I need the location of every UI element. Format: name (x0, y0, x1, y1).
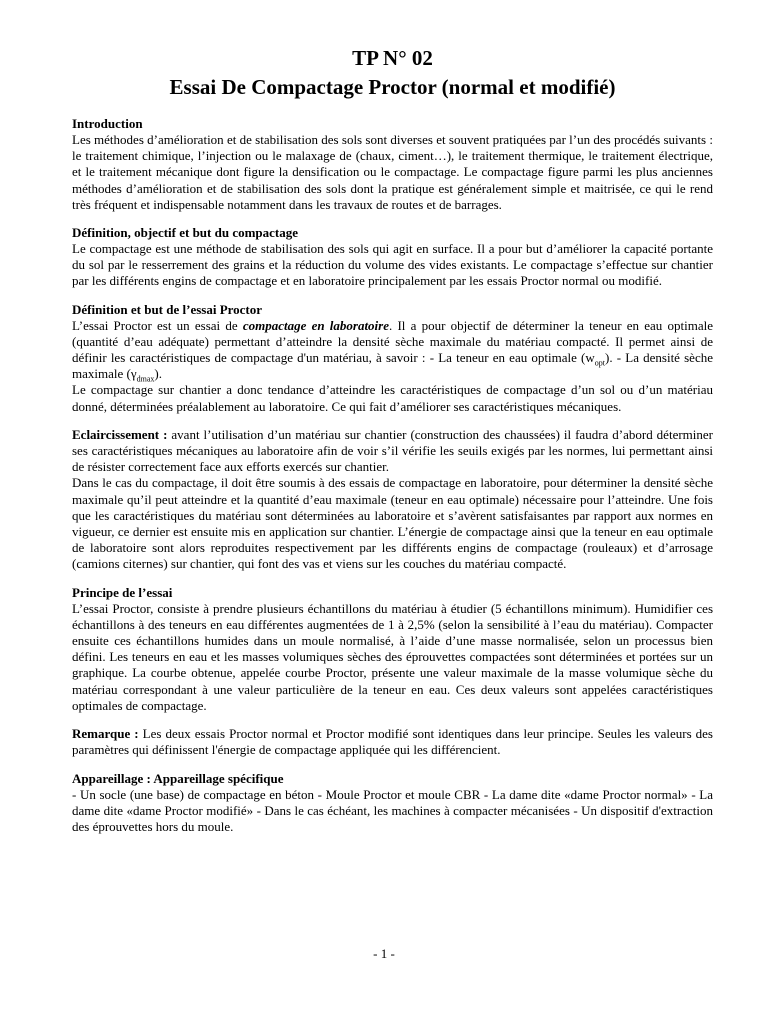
text-run: Les deux essais Proctor normal et Proctor modifié sont identiques dans leur principe. Seules les valeurs des paramètres qui définissent l'énergie de compactage appliquée qui les différencient. (72, 726, 713, 758)
section-clarification (72, 427, 713, 573)
text-run: ). (154, 366, 162, 382)
subscript-dmax: dmax (136, 374, 155, 384)
page-title: TP N° 02 (352, 46, 433, 70)
section-remark (72, 726, 713, 758)
section-paragraph: L’essai Proctor, consiste à prendre plusieurs échantillons du matériau à étudier (5 échantillons minimum). Humidifier ces échantillons à des teneurs en eau différentes augmentées de 1 à 2,5% (selon la sensibilité à l’eau du matériau). Compacter ensuite ces échantillons humides dans un moule normalisé, à l’aide d’une masse normalisée, selon un processus bien défini. Les teneurs en eau et les masses volumiques sèches des éprouvettes compactées sont déterminées et portées sur un graphique. La courbe obtenue, appelée courbe Proctor, présente une valeur maximale de la masse volumique sèche du matériau correspondant à une valeur particulière de la teneur en eau. Ces deux valeurs sont appelées caractéristiques optimales de compactage. (72, 600, 713, 713)
section-equipment (72, 771, 713, 836)
section-heading: Définition et but de l’essai Proctor (72, 301, 263, 317)
section-definition (72, 225, 713, 290)
section-heading: Introduction (72, 116, 143, 131)
section-heading: Définition, objectif et but du compactage (72, 225, 299, 241)
lead-label: Eclaircissement : (72, 426, 168, 442)
page-number: - 1 - (373, 946, 395, 961)
lead-label: Remarque : (72, 726, 139, 742)
section-paragraph: Le compactage est une méthode de stabilisation des sols qui agit en surface. Il a pour but d’améliorer la capacité portante du sol par le resserrement des grains et la réduction du volume des vides existants. Le compactage s’effectue sur chantier par les différents engins de compactage et en laboratoire principalement par les essais Proctor normal ou modifié. (72, 241, 713, 289)
section-paragraph: Dans le cas du compactage, il doit être soumis à des essais de compactage en laboratoire, pour déterminer la densité sèche maximale qu’il peut atteindre et la quantité d’eau maximale (teneur en eau optimale) nécessaire pour l’atteindre. Une fois que les caractéristiques du matériau sont déterminées au laboratoire et s’avèrent satisfaisantes par rapport aux normes en vigueur, ce dernier est ensuite mis en application sur chantier. L’énergie de compactage ainsi que la teneur en eau optimale de laboratoire sont alors reproduites respectivement par les différents engins de compactage (rouleaux) et d’arrosage (camions citernes) sur chantier, qui font des vas et viens sur les couches du matériau compacté. (72, 475, 713, 572)
subscript-opt: opt (594, 358, 605, 368)
section-heading: Appareillage : Appareillage spécifique (72, 770, 284, 786)
text-run: ). - La densité sèche maximale (γ (72, 350, 713, 382)
section-proctor (72, 302, 713, 415)
text-run: avant l’utilisation d’un matériau sur chantier (construction des chaussées) il faudra d’abord déterminer ses caractéristiques mécaniques au laboratoire afin de voir s’il vérifie les seuils exigés par les normes, lui permettant ainsi de résister correctement face aux efforts exercés sur chantier. (72, 426, 713, 475)
section-paragraph: Les méthodes d’amélioration et de stabilisation des sols sont diverses et souvent pratiquées par l’un des procédés suivants : le traitement chimique, l’injection ou le malaxage de (chaux, ciment…), le traitement thermique, le traitement électrique, et le traitement mécanique dont figure la densification ou le compactage. Le compactage figure parmi les plus anciennes méthodes d’amélioration et de stabilisation des sols dont la pratique est généralement simple et maitrisée, ce qui le rend très fréquent et indispensable notamment dans les travaux de routes et de barrages. (72, 132, 713, 212)
section-paragraph: - Un socle (une base) de compactage en béton - Moule Proctor et moule CBR - La dame dite «dame Proctor normal» - La dame dite «dame Proctor modifié» - Dans le cas échéant, les machines à compacter mécanisées - Un dispositif d'extraction des éprouvettes hors du moule. (72, 786, 713, 834)
section-principle (72, 585, 713, 714)
emphasis-text: compactage en laboratoire (242, 317, 389, 333)
section-paragraph (72, 726, 713, 758)
section-paragraph: Le compactage sur chantier a donc tendance d’atteindre les caractéristiques de compactage d’un sol ou d’un matériau donné, déterminées préalablement au laboratoire. Ce qui fait d’améliorer ses caractéristiques mécaniques. (72, 382, 713, 414)
text-run: L’essai Proctor est un essai de (72, 317, 243, 333)
page-subtitle: Essai De Compactage Proctor (normal et modifié) (169, 75, 616, 99)
section-heading: Principe de l’essai (72, 584, 173, 600)
section-paragraph (72, 318, 713, 383)
text-run: . Il a pour objectif de déterminer la teneur en eau optimale (quantité d’eau adéquate) permettant d’atteindre la densité sèche maximale du matériau compacté. Il permet ainsi de définir les caractéristiques de compactage d'un matériau, à savoir : - La teneur en eau optimale (w (72, 317, 713, 366)
section-paragraph (72, 427, 713, 476)
section-introduction (72, 116, 713, 213)
